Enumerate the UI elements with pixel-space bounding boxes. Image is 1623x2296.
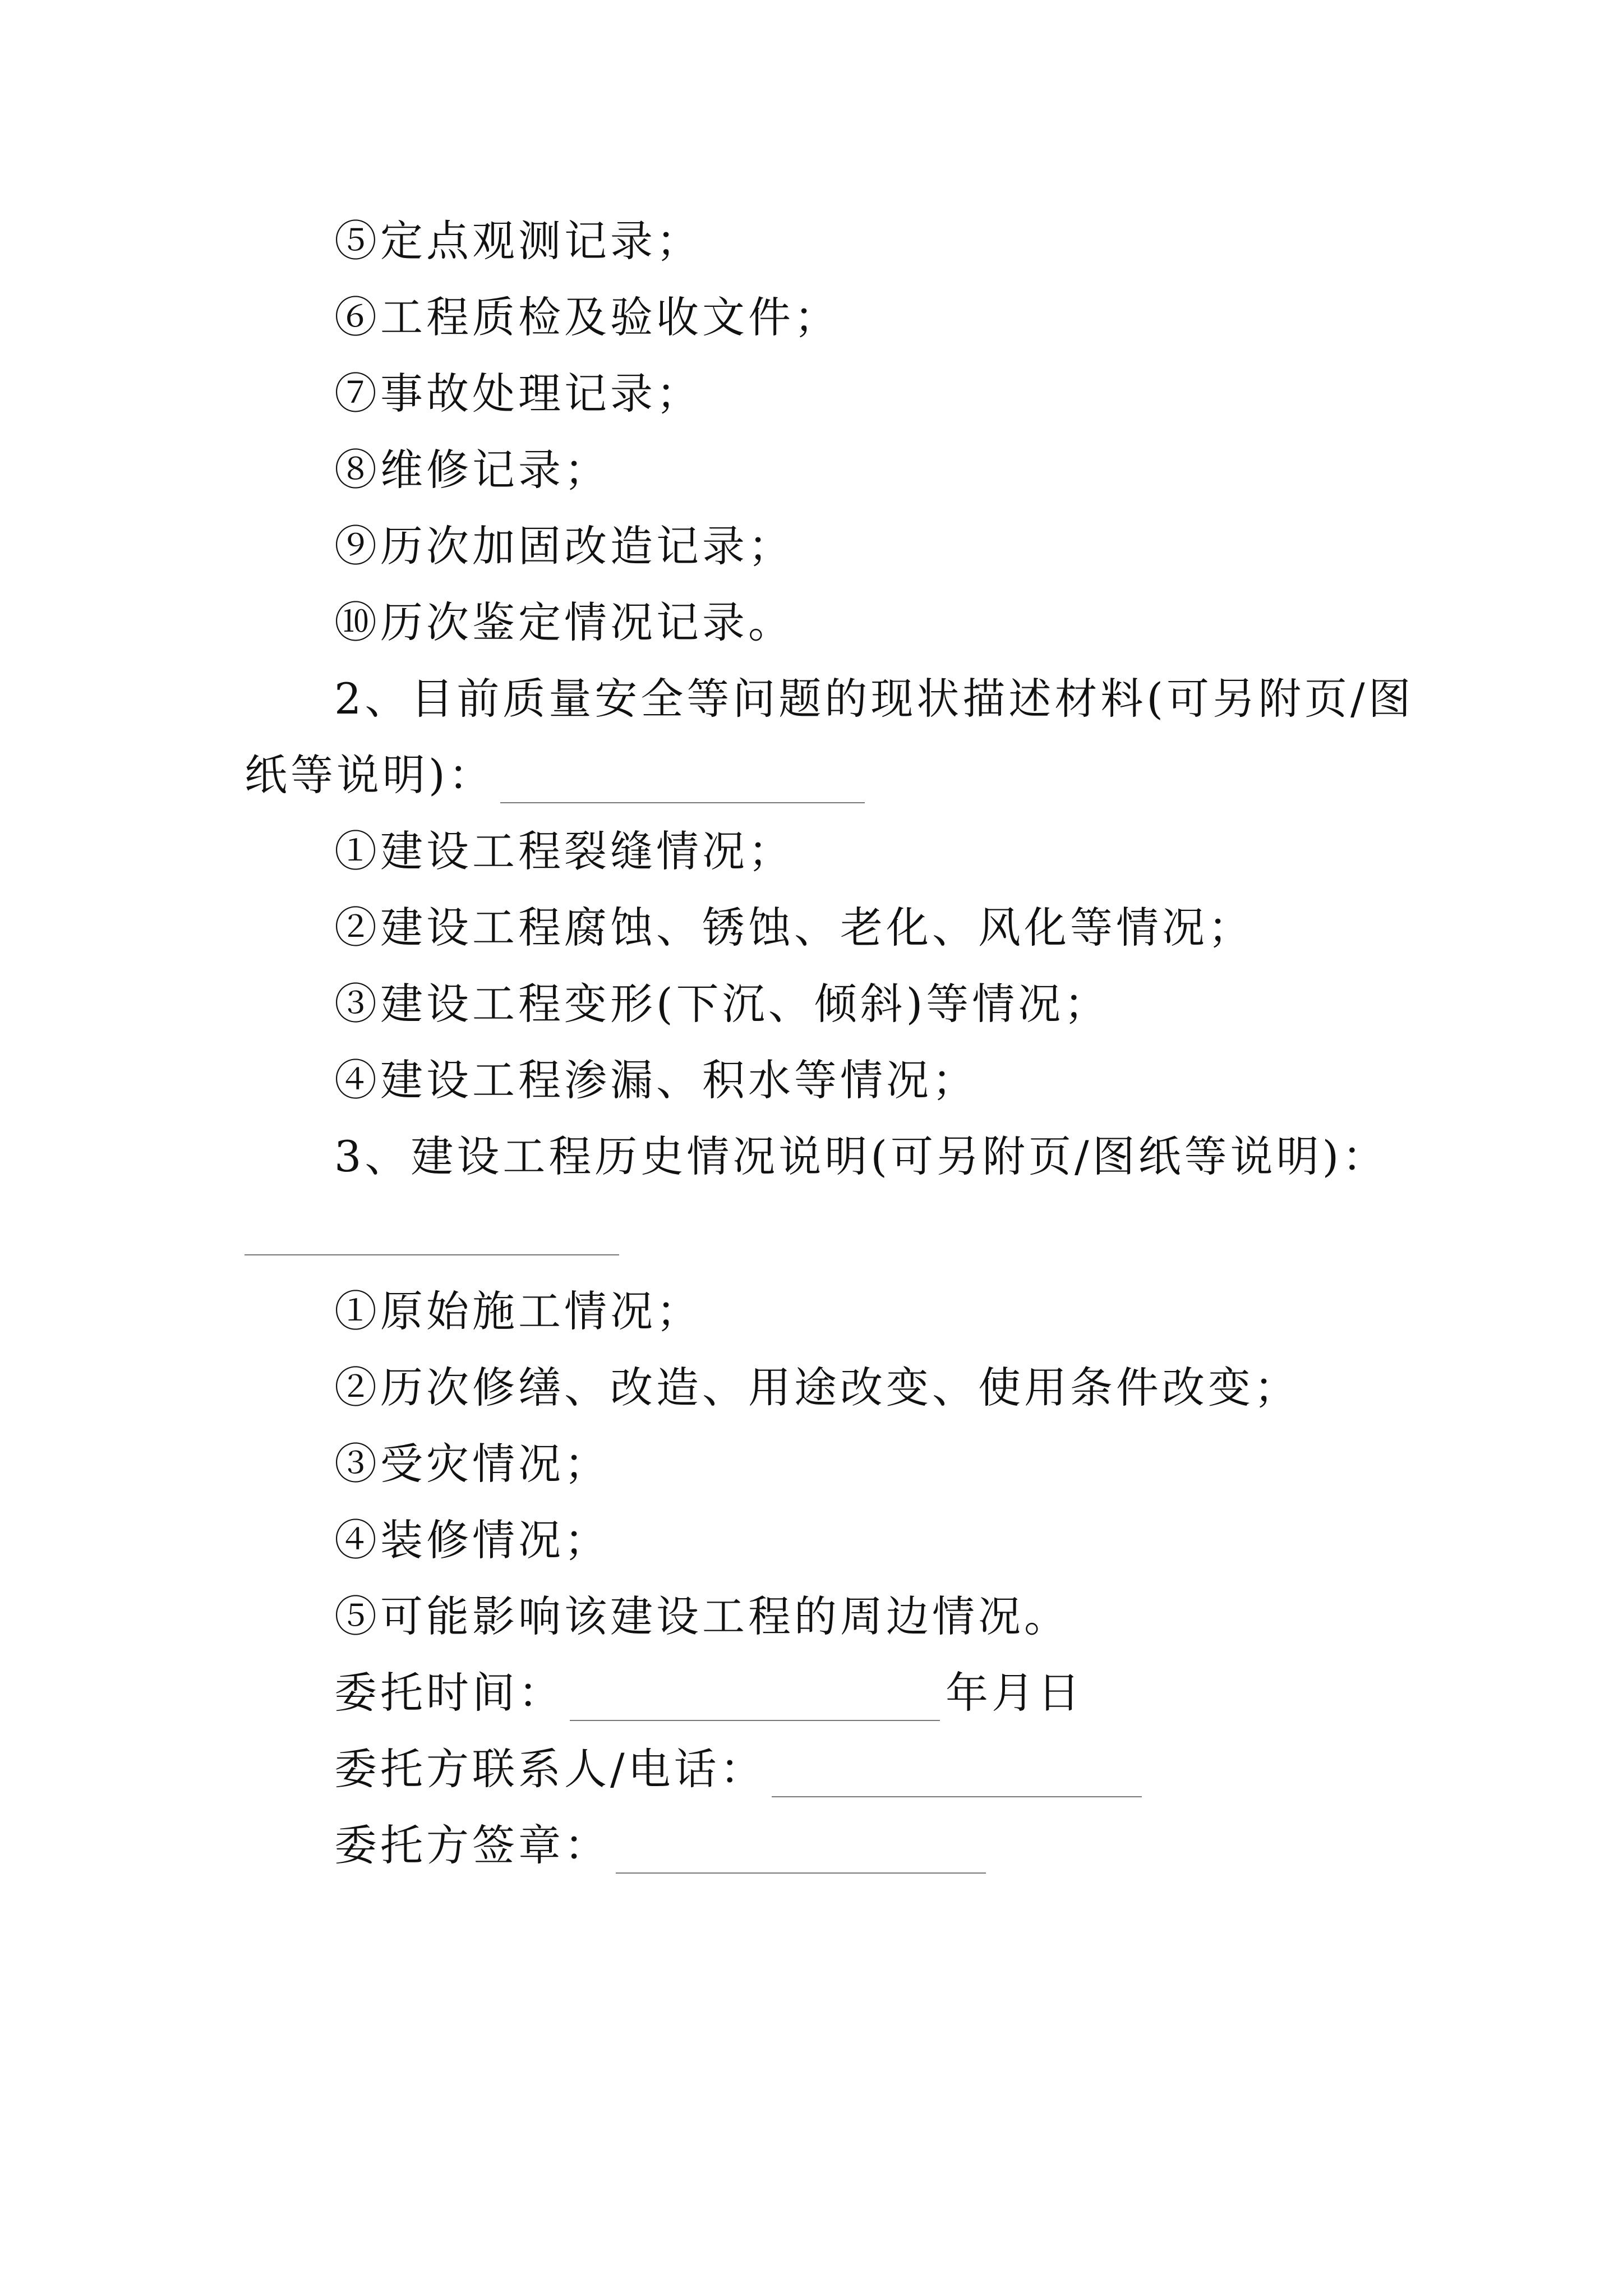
- list-item: ③建设工程变形(下沉、倾斜)等情况；: [334, 979, 1110, 1029]
- section-heading-continued: [245, 747, 870, 803]
- list-item: ①原始施工情况；: [334, 1286, 702, 1336]
- list-item: ⑤定点观测记录；: [334, 216, 702, 266]
- date-suffix: 年月日: [946, 1668, 1083, 1718]
- contact-label: 委托方联系人/电话：: [334, 1744, 766, 1794]
- signature-label: 委托方签章：: [334, 1820, 610, 1870]
- form-row-time: [334, 1665, 1083, 1721]
- signature-field[interactable]: [616, 1829, 986, 1874]
- fill-in-blank[interactable]: [500, 758, 865, 803]
- fill-in-blank[interactable]: [245, 1254, 619, 1255]
- section-heading: 2、目前质量安全等问题的现状描述材料(可另附页/图: [334, 674, 1414, 724]
- list-item: ④装修情况；: [334, 1515, 610, 1565]
- form-row-contact: [334, 1741, 1147, 1797]
- list-item: ④建设工程渗漏、积水等情况；: [334, 1055, 978, 1105]
- list-item: ②历次修缮、改造、用途改变、使用条件改变；: [334, 1363, 1300, 1412]
- section-heading: 3、建设工程历史情况说明(可另附页/图纸等说明)：: [334, 1131, 1389, 1181]
- list-item: ⑩历次鉴定情况记录。: [334, 597, 794, 647]
- time-label: 委托时间：: [334, 1668, 564, 1718]
- list-item: ⑦事故处理记录；: [334, 369, 702, 418]
- list-item: ③受灾情况；: [334, 1439, 610, 1489]
- section-heading-text: 纸等说明)：: [245, 750, 495, 800]
- list-item: ⑤可能影响该建设工程的周边情况。: [334, 1591, 1070, 1641]
- form-row-signature: [334, 1818, 992, 1874]
- list-item: ⑨历次加固改造记录；: [334, 521, 794, 571]
- time-field[interactable]: [570, 1676, 940, 1721]
- contact-field[interactable]: [772, 1752, 1142, 1797]
- list-item: ⑥工程质检及验收文件；: [334, 292, 840, 342]
- list-item: ②建设工程腐蚀、锈蚀、老化、风化等情况；: [334, 903, 1254, 953]
- list-item: ⑧维修记录；: [334, 445, 610, 495]
- list-item: ①建设工程裂缝情况；: [334, 826, 794, 876]
